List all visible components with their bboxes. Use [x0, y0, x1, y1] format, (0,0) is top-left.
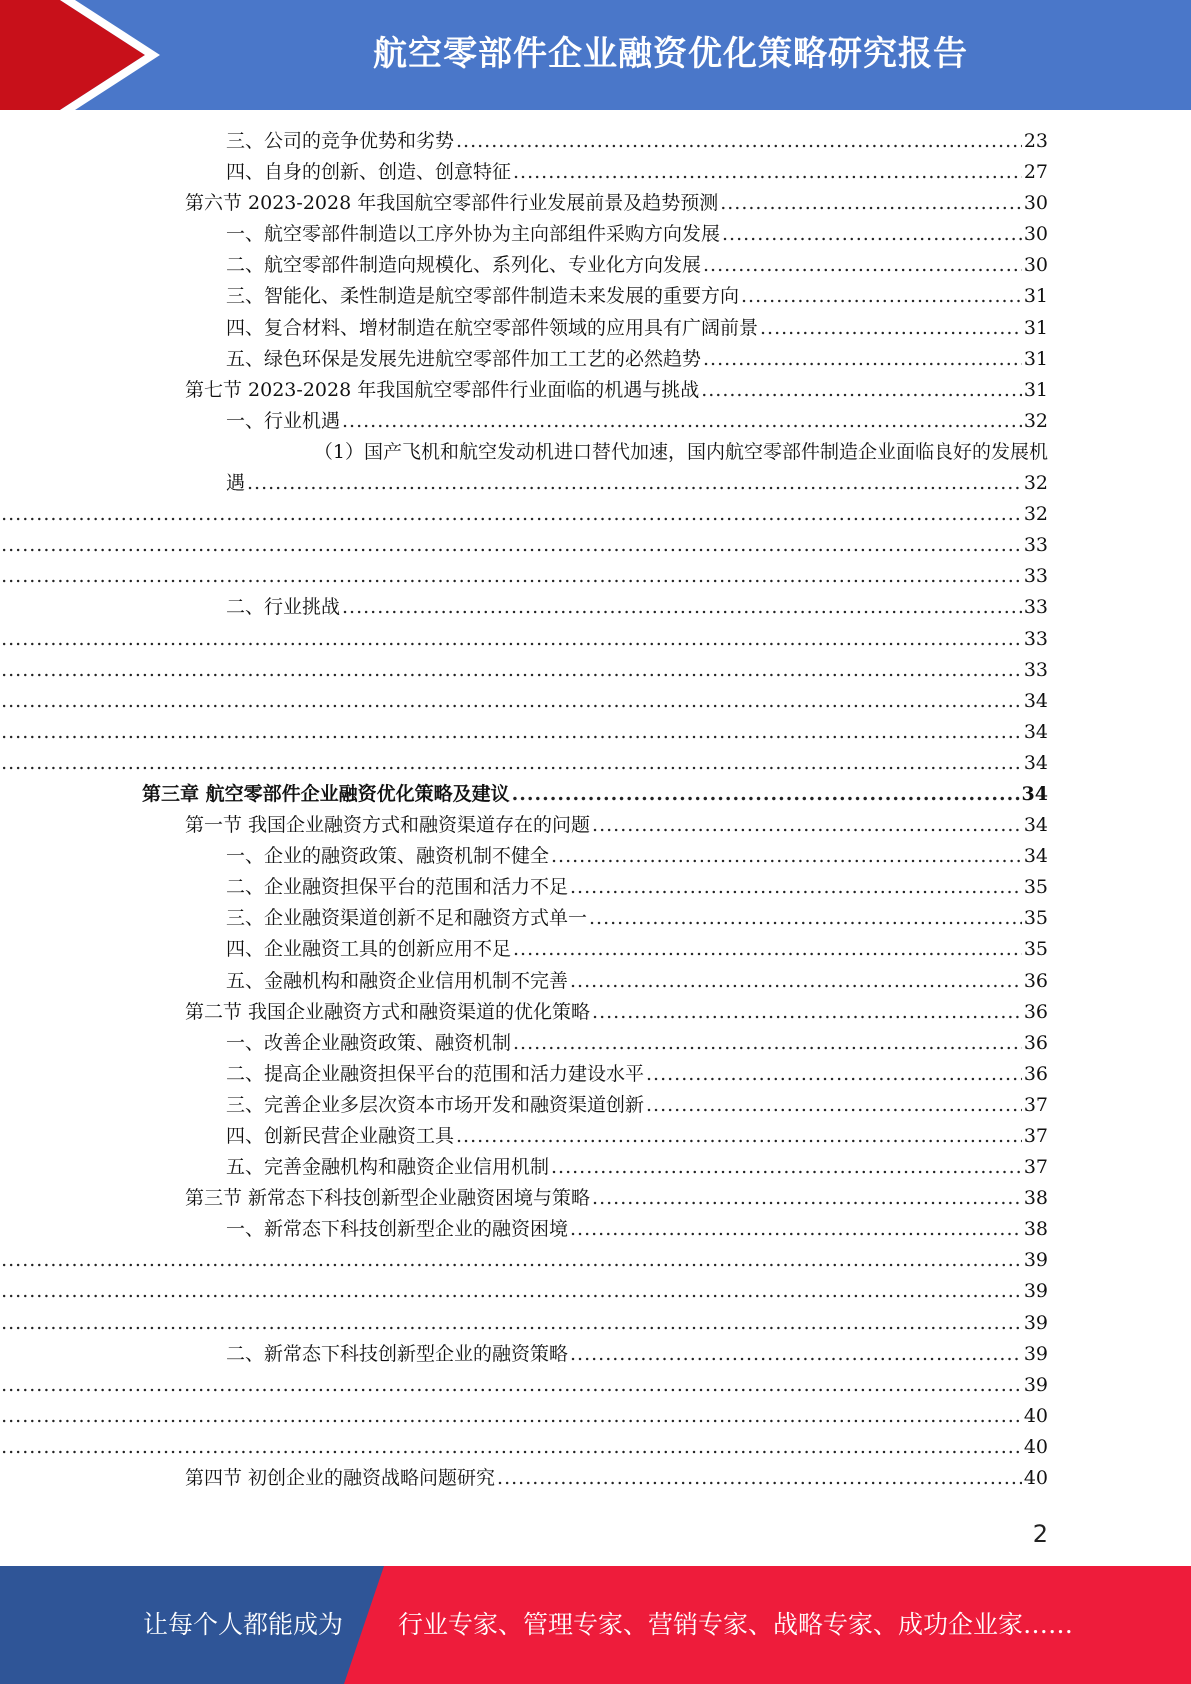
toc-leader-dots	[570, 966, 1022, 997]
toc-leader-dots	[342, 592, 1022, 623]
toc-leader-dots	[722, 219, 1022, 250]
toc-leader-dots	[570, 1214, 1022, 1245]
toc-entry-page: 32	[1023, 472, 1048, 495]
toc-entry[interactable]	[0, 810, 1191, 841]
toc-entry[interactable]	[0, 903, 1191, 934]
toc-entry[interactable]	[0, 1339, 1191, 1370]
toc-entry-title: 第六节 2023-2028 年我国航空零部件行业发展前景及趋势预测	[185, 192, 719, 215]
toc-leader-dots	[570, 872, 1022, 903]
toc-leader-dots	[342, 406, 1022, 437]
toc-entry-page: 40	[1023, 1435, 1048, 1458]
toc-entry-page: 35	[1023, 907, 1048, 930]
toc-entry[interactable]	[0, 748, 1191, 779]
toc-leader-dots	[0, 1370, 1022, 1401]
toc-entry[interactable]	[0, 499, 1191, 530]
toc-entry[interactable]	[0, 717, 1191, 748]
toc-leader-dots	[0, 655, 1022, 686]
table-of-contents	[0, 126, 1191, 1494]
toc-leader-dots	[247, 468, 1022, 499]
toc-entry-title: 三、企业融资渠道创新不足和融资方式单一	[226, 907, 588, 930]
toc-entry-title: 第三节 新常态下科技创新型企业融资困境与策略	[185, 1187, 591, 1210]
toc-entry-page: 40	[1023, 1467, 1048, 1490]
toc-entry[interactable]	[0, 250, 1191, 281]
toc-entry-page: 36	[1023, 1000, 1048, 1023]
toc-entry-title: 三、公司的竞争优势和劣势	[226, 130, 455, 152]
toc-entry-page: 33	[1023, 565, 1048, 588]
toc-entry-title: 二、航空零部件制造向规模化、系列化、专业化方向发展	[226, 254, 702, 277]
toc-entry[interactable]	[0, 561, 1191, 592]
toc-entry-title: 五、完善金融机构和融资企业信用机制	[226, 1156, 550, 1179]
toc-entry[interactable]	[0, 1432, 1191, 1463]
toc-entry[interactable]	[0, 624, 1191, 655]
toc-leader-dots	[0, 1401, 1022, 1432]
toc-entry-page: 30	[1023, 192, 1048, 215]
toc-leader-dots	[703, 250, 1022, 281]
toc-entry-page: 32	[1023, 503, 1048, 526]
toc-entry-title: 三、智能化、柔性制造是航空零部件制造未来发展的重要方向	[226, 285, 740, 308]
toc-entry-page: 35	[1023, 876, 1048, 899]
toc-entry[interactable]	[0, 1245, 1191, 1276]
toc-entry[interactable]	[0, 1059, 1191, 1090]
toc-leader-dots	[720, 188, 1022, 219]
toc-entry-page: 32	[1023, 409, 1048, 432]
toc-entry[interactable]	[0, 437, 1191, 468]
page-footer	[0, 1566, 1191, 1684]
toc-entry-page: 37	[1023, 1125, 1048, 1147]
toc-entry-title: 第七节 2023-2028 年我国航空零部件行业面临的机遇与挑战	[185, 378, 700, 401]
toc-leader-dots	[0, 1245, 1022, 1276]
toc-entry-title: 第一节 我国企业融资方式和融资渠道存在的问题	[185, 814, 591, 837]
report-title: 航空零部件企业融资优化策略研究报告	[373, 34, 968, 74]
toc-leader-dots	[513, 934, 1022, 965]
toc-leader-dots	[741, 281, 1022, 312]
toc-leader-dots	[570, 1339, 1022, 1370]
toc-entry[interactable]	[0, 1028, 1191, 1059]
toc-entry-title: 遇	[226, 472, 246, 495]
toc-entry-page: 34	[1023, 751, 1048, 774]
toc-leader-dots	[0, 686, 1022, 717]
toc-entry-title: 二、行业挑战	[226, 596, 341, 619]
toc-entry-page: 39	[1023, 1311, 1048, 1334]
toc-entry[interactable]	[0, 686, 1191, 717]
toc-entry[interactable]	[0, 655, 1191, 686]
toc-entry[interactable]	[0, 997, 1191, 1028]
toc-entry[interactable]	[0, 1463, 1191, 1494]
toc-entry-page: 33	[1023, 596, 1048, 619]
toc-entry-page: 33	[1023, 627, 1048, 650]
toc-entry-page: 35	[1023, 938, 1048, 961]
toc-leader-dots	[551, 841, 1022, 872]
toc-entry[interactable]	[0, 406, 1191, 437]
toc-entry-title: 一、新常态下科技创新型企业的融资困境	[226, 1218, 569, 1241]
toc-leader-dots	[497, 1463, 1022, 1494]
toc-leader-dots	[592, 810, 1022, 841]
toc-leader-dots	[701, 375, 1022, 406]
toc-entry[interactable]	[0, 219, 1191, 250]
toc-entry-title: 一、航空零部件制造以工序外协为主向部组件采购方向发展	[226, 223, 721, 246]
toc-entry-page: 39	[1023, 1280, 1048, 1303]
toc-leader-dots	[703, 344, 1022, 375]
toc-entry-page: 37	[1023, 1093, 1048, 1116]
toc-entry-title: 一、行业机遇	[226, 409, 341, 432]
footer-slogan-right: 行业专家、管理专家、营销专家、战略专家、成功企业家……	[398, 1610, 1074, 1639]
toc-leader-dots	[0, 1308, 1022, 1339]
toc-entry-page: 34	[1023, 845, 1048, 868]
toc-entry-title: 二、新常态下科技创新型企业的融资策略	[226, 1342, 569, 1365]
toc-entry-title: 第二节 我国企业融资方式和融资渠道的优化策略	[185, 1000, 591, 1023]
toc-entry[interactable]	[0, 1401, 1191, 1432]
toc-leader-dots	[0, 624, 1022, 655]
toc-entry[interactable]	[0, 157, 1191, 188]
toc-leader-dots	[589, 903, 1022, 934]
toc-entry[interactable]	[0, 592, 1191, 623]
toc-entry-page: 36	[1023, 969, 1048, 992]
toc-entry-page: 31	[1023, 316, 1048, 339]
toc-leader-dots	[646, 1059, 1022, 1090]
toc-entry-title: 第三章 航空零部件企业融资优化策略及建议	[142, 782, 510, 805]
toc-entry[interactable]	[0, 1090, 1191, 1121]
toc-entry-page: 39	[1023, 1373, 1048, 1396]
toc-entry-page: 31	[1023, 347, 1048, 370]
toc-leader-dots	[513, 1028, 1022, 1059]
toc-entry[interactable]	[0, 872, 1191, 903]
toc-leader-dots	[551, 1152, 1022, 1183]
toc-entry-page: 34	[1023, 720, 1048, 743]
toc-entry-title: 五、金融机构和融资企业信用机制不完善	[226, 969, 569, 992]
toc-entry[interactable]	[0, 1183, 1191, 1214]
toc-entry-title: 一、企业的融资政策、融资机制不健全	[226, 845, 550, 868]
toc-entry-page: 23	[1023, 130, 1048, 152]
toc-entry-page: 31	[1023, 378, 1048, 401]
toc-entry[interactable]	[0, 1152, 1191, 1183]
toc-entry[interactable]	[0, 313, 1191, 344]
toc-leader-dots	[592, 997, 1022, 1028]
toc-entry[interactable]	[0, 1121, 1191, 1152]
toc-entry[interactable]	[0, 1276, 1191, 1307]
toc-entry-title: 二、提高企业融资担保平台的范围和活力建设水平	[226, 1062, 645, 1085]
toc-entry[interactable]	[0, 281, 1191, 312]
toc-entry-page: 37	[1023, 1156, 1048, 1179]
toc-entry-page: 31	[1023, 285, 1048, 308]
toc-entry-page: 27	[1023, 161, 1048, 184]
toc-entry-page: 36	[1023, 1062, 1048, 1085]
toc-entry-page: 30	[1023, 254, 1048, 277]
toc-leader-dots	[646, 1090, 1022, 1121]
toc-leader-dots	[760, 313, 1022, 344]
toc-entry-title: 三、完善企业多层次资本市场开发和融资渠道创新	[226, 1093, 645, 1116]
toc-entry-page: 38	[1023, 1187, 1048, 1210]
toc-entry-page: 34	[1023, 689, 1048, 712]
toc-leader-dots	[0, 717, 1022, 748]
toc-entry[interactable]	[0, 966, 1191, 997]
toc-leader-dots	[512, 779, 1020, 810]
toc-entry-page: 33	[1023, 534, 1048, 557]
toc-entry-page: 36	[1023, 1031, 1048, 1054]
toc-entry[interactable]	[0, 468, 1191, 499]
toc-leader-dots	[456, 126, 1022, 157]
toc-entry-title: 一、改善企业融资政策、融资机制	[226, 1031, 512, 1054]
toc-leader-dots	[592, 1183, 1022, 1214]
toc-entry[interactable]	[0, 530, 1191, 561]
toc-entry-page: 39	[1023, 1342, 1048, 1365]
toc-entry-title: 二、企业融资担保平台的范围和活力不足	[226, 876, 569, 899]
toc-leader-dots	[0, 748, 1022, 779]
toc-entry[interactable]	[0, 1308, 1191, 1339]
toc-entry-page: 34	[1023, 814, 1048, 837]
page-header	[0, 0, 1191, 110]
toc-entry[interactable]	[0, 344, 1191, 375]
toc-entry[interactable]	[0, 934, 1191, 965]
toc-entry-page: 39	[1023, 1249, 1048, 1272]
toc-entry-title: 四、自身的创新、创造、创意特征	[226, 161, 512, 184]
toc-entry-page: 30	[1023, 223, 1048, 246]
toc-leader-dots	[456, 1121, 1022, 1152]
toc-entry[interactable]	[0, 188, 1191, 219]
toc-entry-page: 34	[1021, 782, 1048, 805]
toc-leader-dots	[0, 1276, 1022, 1307]
toc-leader-dots	[513, 157, 1022, 188]
toc-entry[interactable]	[0, 375, 1191, 406]
toc-entry-title: （1）国产飞机和航空发动机进口替代加速，国内航空零部件制造企业面临良好的发展机	[313, 440, 1048, 463]
toc-entry[interactable]	[0, 1214, 1191, 1245]
toc-entry-title: 四、复合材料、增材制造在航空零部件领域的应用具有广阔前景	[226, 316, 759, 339]
toc-leader-dots	[0, 561, 1022, 592]
page-number: 2	[1032, 1520, 1048, 1548]
toc-entry[interactable]	[0, 779, 1191, 810]
toc-entry-page: 40	[1023, 1404, 1048, 1427]
toc-entry-title: 五、绿色环保是发展先进航空零部件加工工艺的必然趋势	[226, 347, 702, 370]
toc-entry[interactable]	[0, 1370, 1191, 1401]
toc-entry-page: 38	[1023, 1218, 1048, 1241]
toc-entry-title: 四、创新民营企业融资工具	[226, 1125, 455, 1147]
toc-entry-title: 四、企业融资工具的创新应用不足	[226, 938, 512, 961]
toc-entry-page: 33	[1023, 658, 1048, 681]
toc-entry-title: 第四节 初创企业的融资战略问题研究	[185, 1467, 496, 1490]
footer-slogan-left: 让每个人都能成为	[143, 1610, 344, 1639]
toc-leader-dots	[0, 530, 1022, 561]
toc-entry[interactable]	[0, 841, 1191, 872]
toc-leader-dots	[0, 1432, 1022, 1463]
toc-leader-dots	[0, 499, 1022, 530]
toc-entry[interactable]	[0, 126, 1191, 157]
